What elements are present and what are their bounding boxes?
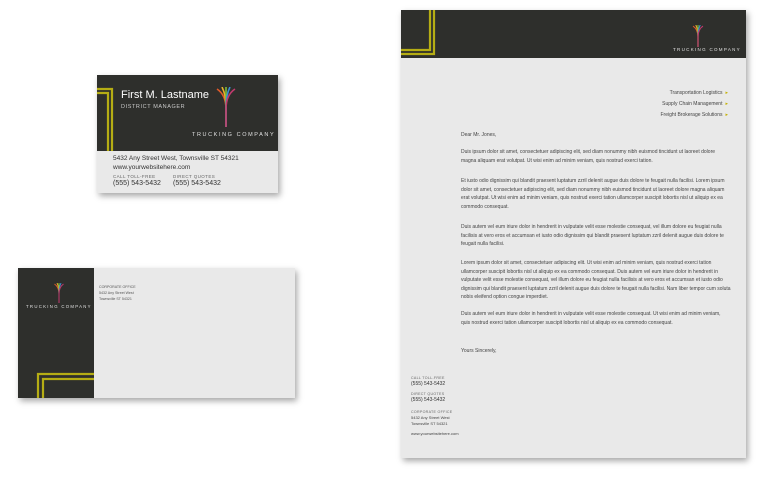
service-item: [670, 90, 728, 96]
letter-paragraph: Duis autem vel eum iriure dolor in hendrerit in vulputate velit esse molestie consequat. Ut wisi enim ad minim veniam, quis nostrud exerci tation ullamcorper suscipit lobortis nisl ut aliquip ex ea commodo consequat.: [461, 311, 721, 326]
envelope-office-label: CORPORATE OFFICE: [99, 285, 136, 289]
letterhead: [401, 10, 746, 458]
card-name: First M. Lastname: [121, 89, 210, 101]
business-card: [97, 75, 278, 193]
envelope-address-line2: Townsville ST 54321: [99, 297, 132, 301]
yellow-stripes-graphic: [97, 75, 278, 151]
trucking-logo-icon: [52, 283, 66, 303]
arrow-right-icon: ▸: [725, 112, 728, 118]
service-label: Transportation Logistics: [669, 90, 723, 96]
footer-toll-free-label: CALL TOLL-FREE: [411, 376, 445, 380]
card-website: www.yourwebsitehere.com: [113, 164, 191, 171]
letter-paragraph: Lorem ipsum dolor sit amet, consectetuer adipiscing elit. Ut wisi enim ad minim veniam, quis nostrud exerci tation ullamcorper suscipit lobortis nisl ut aliquip ex ea commodo consequat. Duis autem vel eum iriure dolor in hendrerit in vulputate velit esse molestie consequat, vel illum dolore eu feugiat nulla facilisis at vero eros et accumsan et iusto odio dignissim qui blandit praesent luptatum zzril delenit augue duis dolore te feugait nulla facilisi. Nam liber tempor cum soluta nobis eleifend option congue imperdiet.: [461, 260, 731, 301]
letter-paragraph: Duis ipsum dolor sit amet, consectetuer adipiscing elit, sed diam nonummy nibh euismod tincidunt ut laoreet dolore magna aliquam erat volutpat. Ut wisi enim ad minim veniam, quis nostrud exerci tation.: [461, 149, 716, 164]
card-quotes-label: DIRECT QUOTES: [173, 174, 216, 179]
card-toll-free-label: CALL TOLL-FREE: [113, 174, 156, 179]
envelope: [18, 268, 295, 398]
trucking-logo-icon: [213, 87, 239, 127]
arrow-right-icon: ▸: [725, 101, 728, 107]
card-brand: TRUCKING COMPANY: [192, 132, 276, 138]
footer-quotes-label: DIRECT QUOTES: [411, 392, 445, 396]
trucking-logo-icon: [690, 25, 706, 47]
envelope-address-line1: 5432 Any Street West: [99, 291, 134, 295]
letter-closing: Yours Sincerely,: [461, 348, 497, 354]
envelope-brand: TRUCKING COMPANY: [26, 304, 92, 309]
footer-address-line1: 5432 Any Street West: [411, 415, 450, 420]
service-item: [661, 112, 729, 118]
letter-salutation: Dear Mr. Jones,: [461, 132, 497, 138]
service-item: [662, 101, 728, 107]
service-label: Supply Chain Management: [662, 101, 723, 107]
letter-paragraph: Duis autem vel eum iriure dolor in hendrerit in vulputate velit esse molestie consequat, vel illum dolore eu feugiat nulla facilisis at vero eros et accumsan et iusto odio dignissim qui blandit praesent luptatum zzril delenit augue duis dolore te feugait nulla facilisi.: [461, 224, 724, 248]
footer-toll-free-number: (555) 543-5432: [411, 381, 446, 387]
card-toll-free-number: (555) 543-5432: [113, 180, 161, 187]
footer-website: www.yourwebsitehere.com: [411, 431, 459, 436]
arrow-right-icon: ▸: [725, 90, 728, 96]
footer-office-label: CORPORATE OFFICE: [411, 410, 453, 414]
footer-address-line2: Townsville ST 54321: [411, 421, 448, 426]
letter-paragraph: Et iusto odio dignissim qui blandit praesent luptatum zzril delenit augue duis dolore te feugait nulla facilisi. Lorem ipsum dolor sit amet, consectetuer adipiscing elit, sed diam nonummy nibh euismod tincidunt ut laoreet dolore magna aliquam erat volutpat. Ut wisi enim ad minim veniam, quis nostrud exerci tation ullamcorper suscipit lobortis nisl ut aliquip ex ea commodo consequat.: [461, 178, 725, 210]
card-quotes-number: (555) 543-5432: [173, 180, 221, 187]
business-card-header: [97, 75, 278, 151]
service-label: Freight Brokerage Solutions: [660, 112, 723, 118]
letterhead-brand: TRUCKING COMPANY: [673, 47, 741, 52]
card-title: DISTRICT MANAGER: [121, 104, 186, 110]
card-address: 5432 Any Street West, Townsville ST 54321: [113, 155, 239, 162]
footer-quotes-number: (555) 543-5432: [411, 397, 446, 403]
